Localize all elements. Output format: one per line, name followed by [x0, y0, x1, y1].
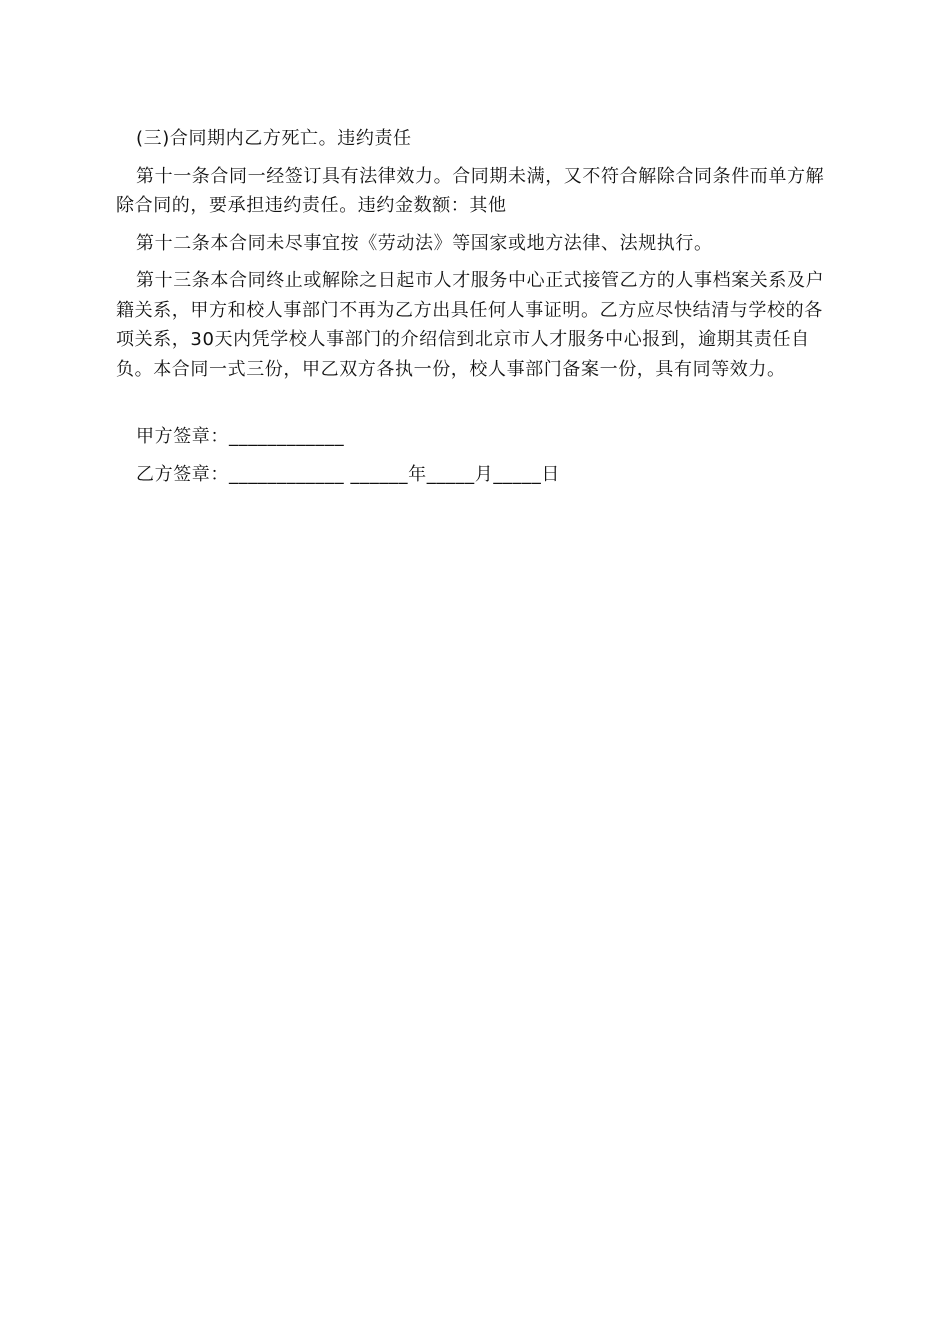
signature-block: [116, 422, 840, 489]
paragraph-article-11: 第十一条合同一经签订具有法律效力。合同期未满，又不符合解除合同条件而单方解除合同的，要承担违约责任。违约金数额：其他: [116, 165, 825, 216]
party-b-signature-date: 乙方签章：____________ ______年_____月_____日: [136, 463, 560, 485]
paragraph-article-12: 第十二条本合同未尽事宜按《劳动法》等国家或地方法律、法规执行。: [136, 232, 713, 254]
document-body: [116, 124, 840, 497]
party-a-signature: 甲方签章：____________: [136, 426, 345, 447]
paragraph-article-13: 第十三条本合同终止或解除之日起市人才服务中心正式接管乙方的人事档案关系及户籍关系，甲方和校人事部门不再为乙方出具任何人事证明。乙方应尽快结清与学校的各项关系，30天内凭学校人事部门的介绍信到北京市人才服务中心报到，逾期其责任自负。本合同一式三份，甲乙双方各执一份，校人事部门备案一份，具有同等效力。: [116, 270, 825, 380]
paragraph-breach-clause: (三)合同期内乙方死亡。违约责任: [136, 128, 412, 149]
